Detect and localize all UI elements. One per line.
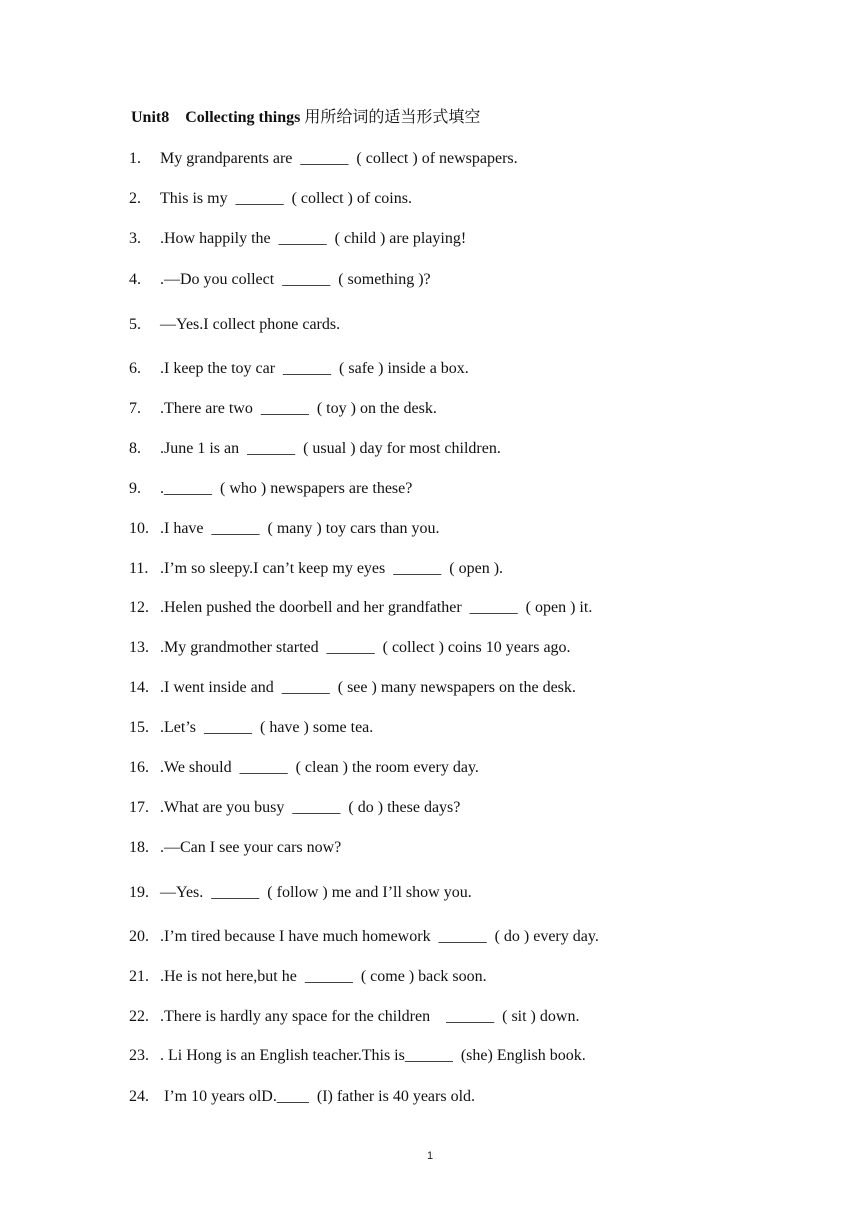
exercise-item — [129, 927, 809, 947]
exercise-number: 20. — [129, 928, 149, 945]
exercise-text: This is my ______ ( collect ) of coins. — [160, 190, 412, 207]
exercise-number: 21. — [129, 968, 149, 985]
worksheet-title — [131, 104, 480, 127]
exercise-item — [129, 758, 809, 778]
exercise-item — [129, 1087, 809, 1107]
exercise-text: .I’m tired because I have much homework ______ ( do ) every day. — [160, 928, 599, 945]
exercise-number: 5. — [129, 316, 141, 333]
exercise-number: 7. — [129, 400, 141, 417]
exercise-item — [129, 1007, 809, 1027]
exercise-item — [129, 439, 809, 459]
exercise-number: 6. — [129, 360, 141, 377]
title-chinese: 用所给词的适当形式填空 — [304, 107, 481, 126]
exercise-number: 14. — [129, 679, 149, 696]
exercise-text: —Yes. ______ ( follow ) me and I’ll show you. — [160, 884, 472, 901]
exercise-text: .There are two ______ ( toy ) on the desk. — [160, 400, 437, 417]
exercise-number: 12. — [129, 599, 149, 616]
exercise-item — [129, 967, 809, 987]
exercise-text: .______ ( who ) newspapers are these? — [160, 480, 413, 497]
exercise-item — [129, 883, 809, 903]
exercise-number: 11. — [129, 560, 149, 577]
exercise-item — [129, 359, 809, 379]
exercise-number: 18. — [129, 839, 149, 856]
exercise-item — [129, 315, 809, 335]
exercise-item — [129, 718, 809, 738]
exercise-item — [129, 559, 809, 579]
exercise-item — [129, 838, 809, 858]
exercise-item — [129, 519, 809, 539]
exercise-text: .He is not here,but he ______ ( come ) back soon. — [160, 968, 487, 985]
title-english: Unit8 Collecting things — [131, 109, 305, 126]
exercise-item — [129, 598, 809, 618]
exercise-number: 15. — [129, 719, 149, 736]
exercise-text: .We should ______ ( clean ) the room every day. — [160, 759, 479, 776]
exercise-number: 19. — [129, 884, 149, 901]
exercise-number: 2. — [129, 190, 141, 207]
exercise-text: .What are you busy ______ ( do ) these days? — [160, 799, 461, 816]
exercise-item — [129, 189, 809, 209]
exercise-number: 3. — [129, 230, 141, 247]
exercise-number: 17. — [129, 799, 149, 816]
exercise-text: .Let’s ______ ( have ) some tea. — [160, 719, 374, 736]
exercise-item — [129, 399, 809, 419]
exercise-text: .There is hardly any space for the children ______ ( sit ) down. — [160, 1008, 580, 1025]
exercise-item — [129, 149, 809, 169]
exercise-number: 10. — [129, 520, 149, 537]
exercise-text: .—Do you collect ______ ( something )? — [160, 271, 431, 288]
exercise-number: 16. — [129, 759, 149, 776]
exercise-text: .I have ______ ( many ) toy cars than you. — [160, 520, 440, 537]
exercise-text: .Helen pushed the doorbell and her grandfather ______ ( open ) it. — [160, 599, 593, 616]
exercise-item — [129, 798, 809, 818]
exercise-text: .How happily the ______ ( child ) are playing! — [160, 230, 467, 247]
page-number: 1 — [426, 1150, 434, 1162]
exercise-number: 4. — [129, 271, 141, 288]
exercise-text: .My grandmother started ______ ( collect ) coins 10 years ago. — [160, 639, 571, 656]
exercise-item — [129, 1046, 809, 1066]
exercise-text: My grandparents are ______ ( collect ) of newspapers. — [160, 150, 518, 167]
exercise-text: . Li Hong is an English teacher.This is______ (she) English book. — [160, 1047, 586, 1064]
exercise-item — [129, 678, 809, 698]
exercise-number: 13. — [129, 639, 149, 656]
exercise-text: .I keep the toy car ______ ( safe ) inside a box. — [160, 360, 469, 377]
exercise-text: I’m 10 years olD.____ (I) father is 40 years old. — [160, 1088, 476, 1105]
exercise-text: —Yes.I collect phone cards. — [160, 316, 341, 333]
exercise-text: .June 1 is an ______ ( usual ) day for most children. — [160, 440, 501, 457]
exercise-item — [129, 479, 809, 499]
exercise-number: 23. — [129, 1047, 149, 1064]
exercise-number: 22. — [129, 1008, 149, 1025]
exercise-text: .I’m so sleepy.I can’t keep my eyes ______ ( open ). — [160, 560, 504, 577]
exercise-item — [129, 638, 809, 658]
exercise-item — [129, 229, 809, 249]
exercise-number: 9. — [129, 480, 141, 497]
exercise-text: .I went inside and ______ ( see ) many newspapers on the desk. — [160, 679, 576, 696]
exercise-number: 24. — [129, 1088, 149, 1105]
exercise-text: .—Can I see your cars now? — [160, 839, 342, 856]
exercise-item — [129, 270, 809, 290]
exercise-number: 8. — [129, 440, 141, 457]
exercise-number: 1. — [129, 150, 141, 167]
